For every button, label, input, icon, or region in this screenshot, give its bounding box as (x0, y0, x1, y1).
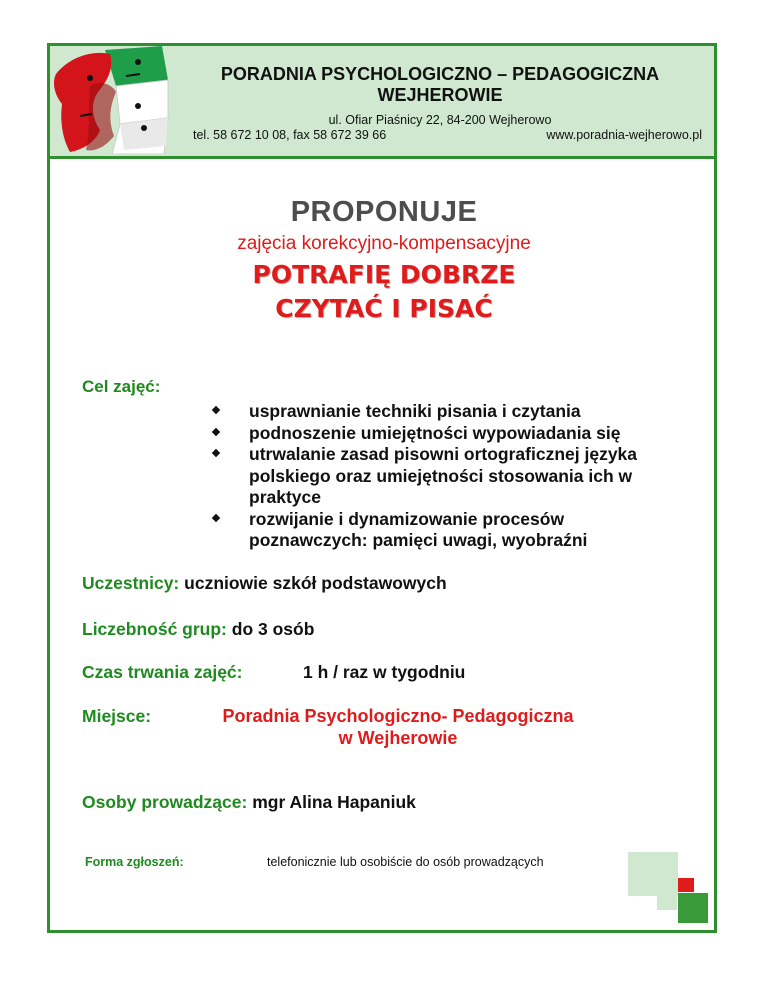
address: ul. Ofiar Piaśnicy 22, 84-200 Wejherowo (328, 113, 552, 127)
location-value: Poradnia Psychologiczno- Pedagogiczna w Wejherowie (222, 706, 574, 748)
proponuje-heading: PROPONUJE (290, 196, 478, 228)
registration-value: telefonicznie lub osobiście do osób prowadzących (267, 855, 544, 869)
diamond-bullet-icon (212, 513, 220, 521)
website-link[interactable]: www.poradnia-wejherowo.pl (546, 128, 702, 142)
goals-label: Cel zajęć: (82, 377, 161, 396)
group-size-row (82, 619, 314, 640)
subtitle: zajęcia korekcyjno-kompensacyjne (237, 233, 531, 254)
list-item: podnoszenie umiejętności wypowiadania się (213, 423, 683, 445)
participants-row (82, 573, 447, 594)
faces-logo-icon (50, 46, 170, 154)
leaders-row (82, 792, 416, 813)
diamond-bullet-icon (212, 449, 220, 457)
program-title-line1: POTRAFIĘ DOBRZE (252, 260, 516, 289)
group-size-value: do 3 osób (231, 619, 315, 639)
leaders-label: Osoby prowadzące: (82, 792, 248, 812)
participants-label: Uczestnicy: (82, 573, 180, 593)
institution-name: PORADNIA PSYCHOLOGICZNO – PEDAGOGICZNA WEJHEROWIE (220, 64, 660, 105)
duration-value: 1 h / raz w tygodniu (303, 662, 466, 682)
diamond-bullet-icon (212, 406, 220, 414)
list-item: utrwalanie zasad pisowni ortograficznej języka polskiego oraz umiejętności stosowania ich w praktyce (213, 444, 683, 509)
leaders-value: mgr Alina Hapaniuk (252, 792, 416, 812)
phone-fax: tel. 58 672 10 08, fax 58 672 39 66 (193, 128, 387, 142)
list-item: usprawnianie techniki pisania i czytania (213, 401, 683, 423)
goals-list (213, 401, 683, 552)
registration-label: Forma zgłoszeń: (85, 855, 184, 869)
diamond-bullet-icon (212, 427, 220, 435)
group-size-label: Liczebność grup: (82, 619, 227, 639)
duration-label: Czas trwania zajęć: (82, 662, 243, 682)
list-item: rozwijanie i dynamizowanie procesów poznawczych: pamięci uwagi, wyobraźni (213, 509, 683, 552)
location-label: Miejsce: (82, 706, 152, 726)
participants-value: uczniowie szkół podstawowych (184, 573, 447, 593)
program-title-line2: CZYTAĆ I PISAĆ (275, 294, 493, 323)
